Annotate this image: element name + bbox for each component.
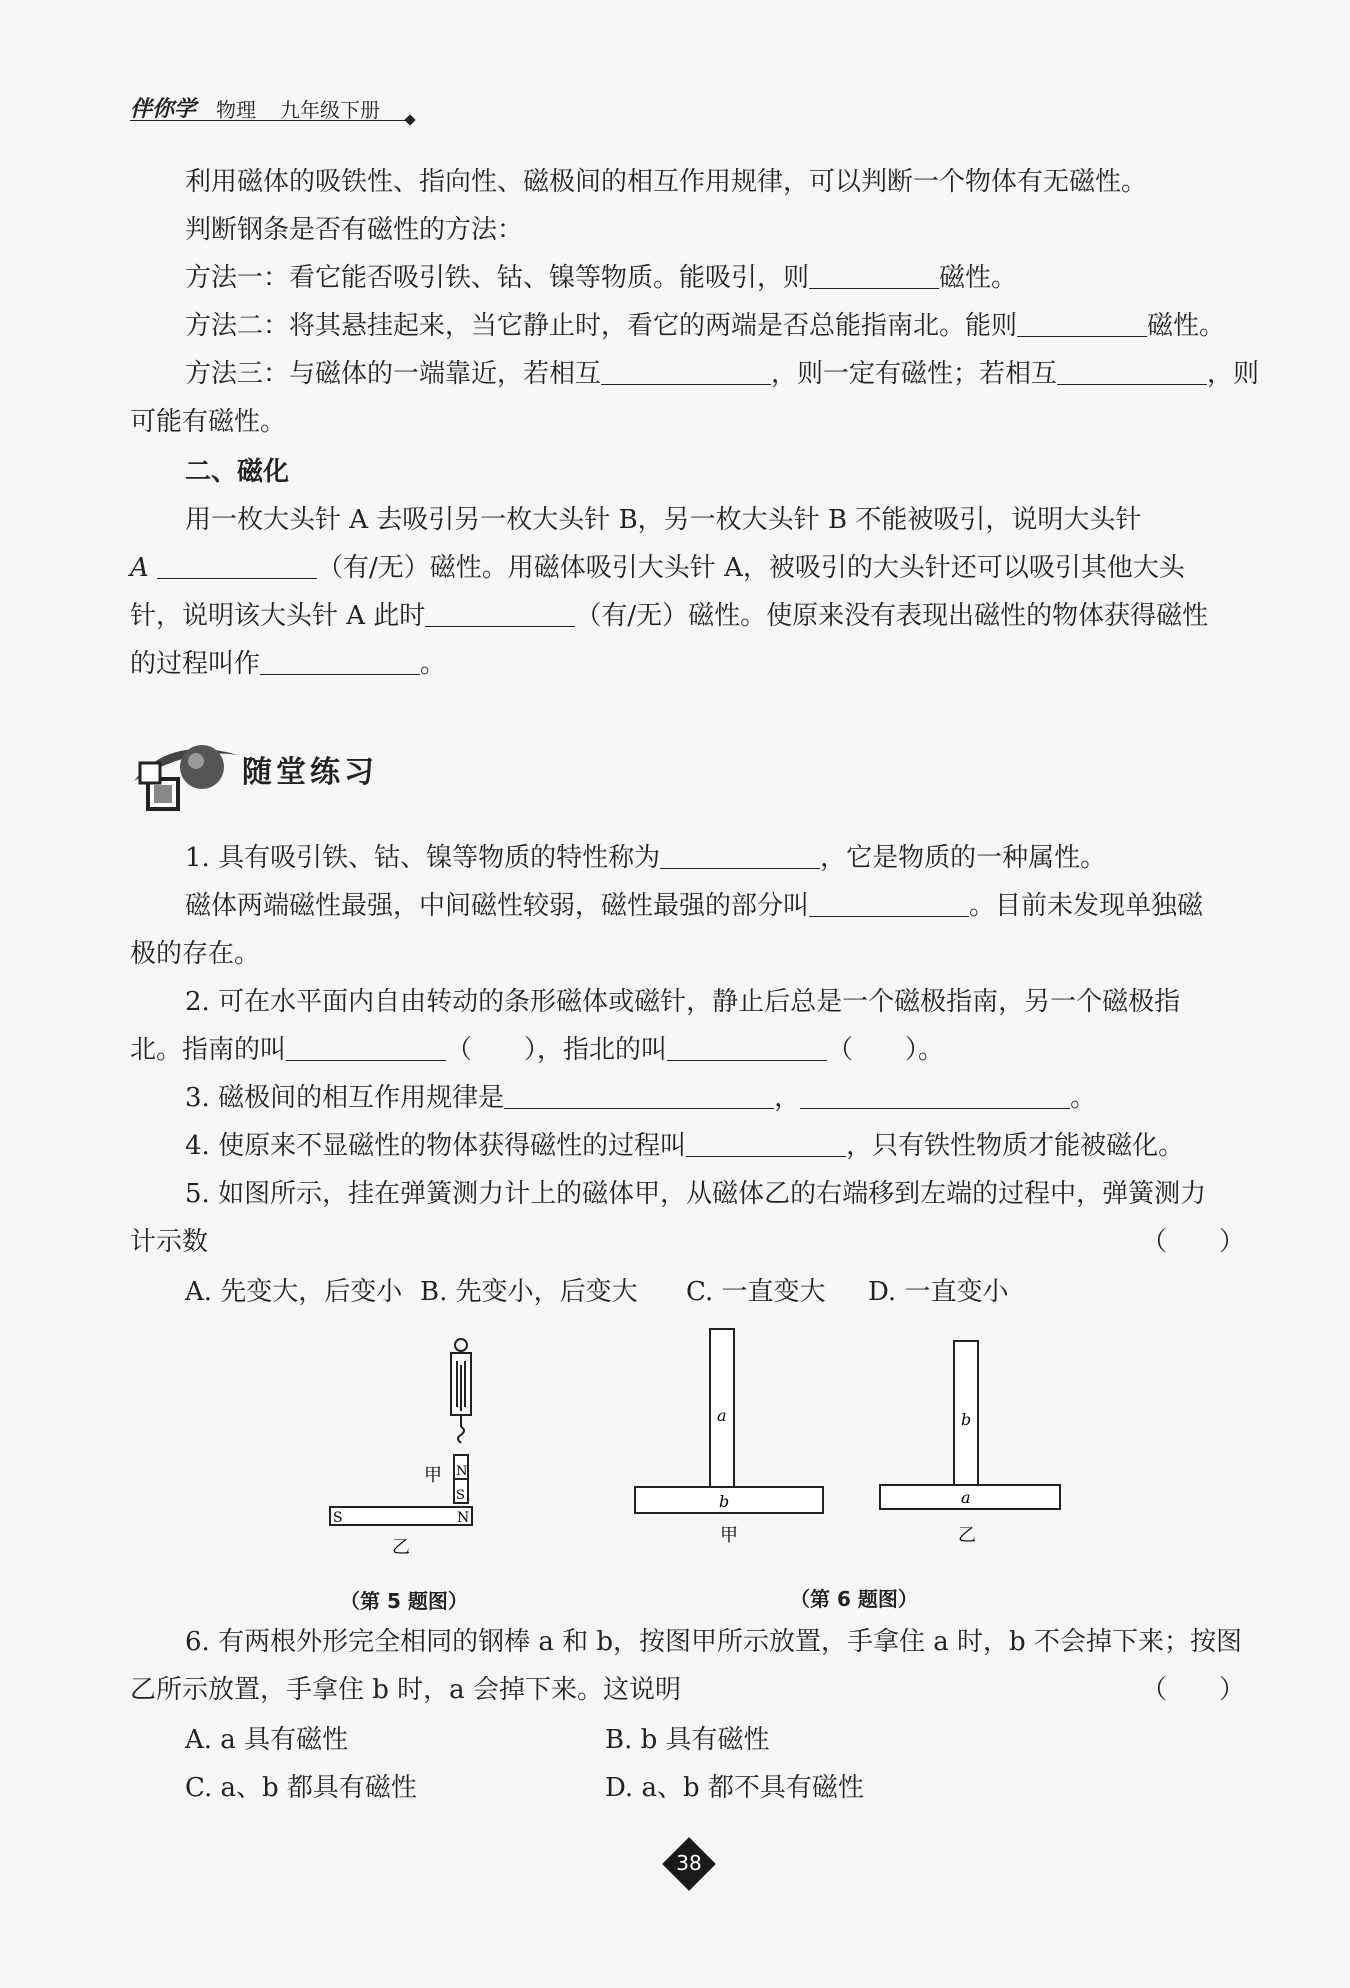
figure-6 xyxy=(620,1325,1070,1555)
q1-line3: 极的存在。 xyxy=(130,939,261,969)
sec2-line3: 针，说明该大头针 A 此时 （有/无）磁性。使原来没有表现出磁性的物体获得磁性 xyxy=(130,601,1209,631)
intro-p2: 判断钢条是否有磁性的方法： xyxy=(185,215,524,245)
figure-5 xyxy=(320,1335,490,1565)
bar-pole-n: N xyxy=(457,1510,470,1526)
header-rule xyxy=(130,120,408,121)
q6-option-d[interactable]: D. a、b 都不具有磁性 xyxy=(605,1773,864,1803)
q5-line2: 计示数 xyxy=(130,1227,209,1257)
label-yi-6: 乙 xyxy=(958,1525,976,1546)
blank[interactable] xyxy=(157,552,317,579)
header-diamond xyxy=(404,114,415,125)
method-two: 方法二：将其悬挂起来，当它静止时，看它的两端是否总能指南北。能则 磁性。 xyxy=(185,311,1226,341)
header-grade: 九年级下册 xyxy=(280,98,380,122)
figure-5-caption: （第 5 题图） xyxy=(340,1589,468,1613)
blank[interactable] xyxy=(425,600,575,627)
section-title-magnetization: 二、磁化 xyxy=(185,457,290,487)
blank[interactable] xyxy=(601,358,771,385)
intro-p1: 利用磁体的吸铁性、指向性、磁极间的相互作用规律，可以判断一个物体有无磁性。 xyxy=(185,167,1148,197)
pole-s-jia: S xyxy=(456,1488,465,1503)
svg-text:b: b xyxy=(719,1492,730,1511)
q4-line: 4. 使原来不显磁性的物体获得磁性的过程叫 ，只有铁性物质才能被磁化。 xyxy=(185,1131,1185,1161)
blank[interactable] xyxy=(1017,310,1147,337)
pole-n-jia: N xyxy=(456,1464,468,1479)
blank[interactable] xyxy=(800,1082,1070,1109)
figure-6-caption: （第 6 题图） xyxy=(790,1587,918,1611)
blank[interactable] xyxy=(660,842,820,869)
label-jia: 甲 xyxy=(424,1465,442,1486)
blank[interactable] xyxy=(686,1130,846,1157)
q6-answer-paren[interactable]: （ ） xyxy=(1140,1675,1245,1705)
q2-line2: 北。指南的叫 （ ），指北的叫 （ ）。 xyxy=(130,1035,945,1065)
blank[interactable] xyxy=(260,648,420,675)
header-subject: 物理 xyxy=(216,98,256,122)
q5-option-d[interactable]: D. 一直变小 xyxy=(868,1277,1009,1307)
practice-heading xyxy=(130,725,530,815)
q6-line1: 6. 有两根外形完全相同的钢棒 a 和 b，按图甲所示放置，手拿住 a 时，b 不会掉下来；按图 xyxy=(185,1627,1242,1657)
blank[interactable] xyxy=(809,262,939,289)
spring-scale xyxy=(451,1339,471,1443)
method-one: 方法一：看它能否吸引铁、钴、镍等物质。能吸引，则 磁性。 xyxy=(185,263,1018,293)
blank[interactable] xyxy=(809,890,969,917)
practice-title: 随堂练习 xyxy=(242,755,378,790)
q5-option-a[interactable]: A. 先变大，后变小 xyxy=(185,1277,403,1307)
q5-option-c[interactable]: C. 一直变大 xyxy=(686,1277,826,1307)
sec2-line4: 的过程叫作 。 xyxy=(130,649,447,679)
q6-option-b[interactable]: B. b 具有磁性 xyxy=(605,1725,770,1755)
blank[interactable] xyxy=(1057,358,1207,385)
blank[interactable] xyxy=(667,1034,827,1061)
header-brand: 伴你学 xyxy=(130,97,197,122)
method-three: 方法三：与磁体的一端靠近，若相互 ，则一定有磁性；若相互 ，则 xyxy=(185,359,1260,389)
page-number-badge xyxy=(663,1838,715,1890)
bar-pole-s: S xyxy=(333,1510,343,1526)
label-yi: 乙 xyxy=(392,1537,410,1558)
cube-logo-icon xyxy=(130,725,240,815)
q5-option-b[interactable]: B. 先变小，后变大 xyxy=(420,1277,638,1307)
page-number: 38 xyxy=(676,1851,702,1875)
q6-line2: 乙所示放置，手拿住 b 时，a 会掉下来。这说明 xyxy=(130,1675,681,1705)
q5-answer-paren[interactable]: （ ） xyxy=(1140,1227,1245,1257)
method-three-cont: 可能有磁性。 xyxy=(130,407,287,437)
svg-text:a: a xyxy=(961,1488,971,1507)
q1-line1: 1. 具有吸引铁、钴、镍等物质的特性称为 ，它是物质的一种属性。 xyxy=(185,843,1107,873)
q1-line2: 磁体两端磁性最强，中间磁性较弱，磁性最强的部分叫 。目前未发现单独磁 xyxy=(185,891,1204,921)
q6-option-c[interactable]: C. a、b 都具有磁性 xyxy=(185,1773,417,1803)
blank[interactable] xyxy=(286,1034,446,1061)
sec2-line2: A （有/无）磁性。用磁体吸引大头针 A，被吸引的大头针还可以吸引其他大头 xyxy=(130,553,1185,583)
q5-line1: 5. 如图所示，挂在弹簧测力计上的磁体甲，从磁体乙的右端移到左端的过程中，弹簧测力 xyxy=(185,1179,1207,1209)
magnet-yi xyxy=(330,1507,472,1525)
svg-text:a: a xyxy=(717,1406,727,1425)
header xyxy=(130,92,420,126)
sec2-line1: 用一枚大头针 A 去吸引另一枚大头针 B，另一枚大头针 B 不能被吸引，说明大头针 xyxy=(185,505,1142,535)
q6-option-a[interactable]: A. a 具有磁性 xyxy=(185,1725,349,1755)
blank[interactable] xyxy=(504,1082,774,1109)
label-jia-6: 甲 xyxy=(720,1525,738,1546)
svg-text:b: b xyxy=(961,1410,972,1429)
q2-line1: 2. 可在水平面内自由转动的条形磁体或磁针，静止后总是一个磁极指南，另一个磁极指 xyxy=(185,987,1181,1017)
q3-line: 3. 磁极间的相互作用规律是 ， 。 xyxy=(185,1083,1097,1113)
